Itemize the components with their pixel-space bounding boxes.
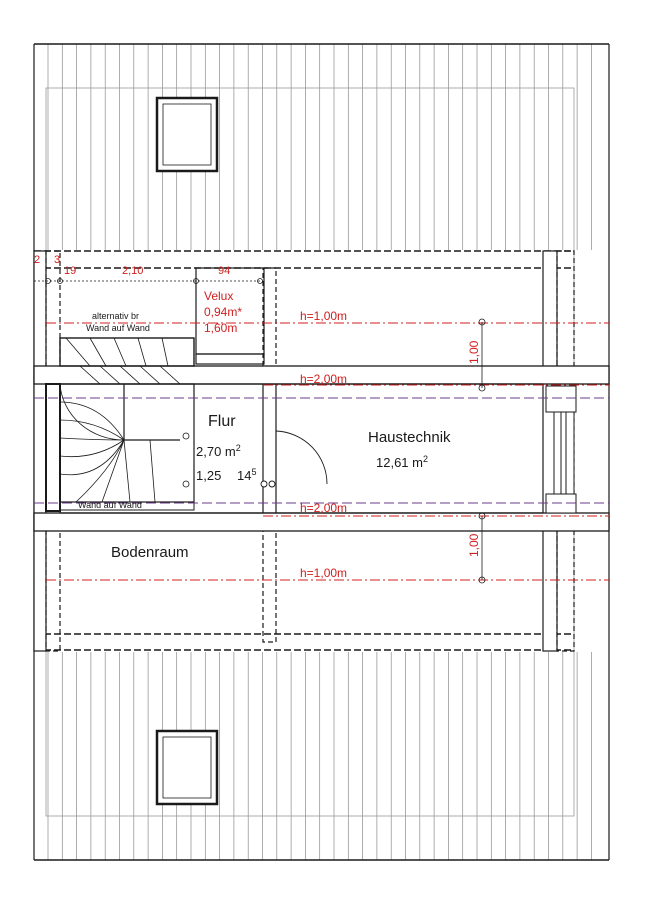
room-flur-area: 2,70 $m^2$ xyxy=(196,443,241,459)
note-wand-auf-wand: Wand auf Wand xyxy=(78,500,142,510)
roof-window-top xyxy=(157,98,217,171)
room-haustechnik-area: 12,61 $m^2$ xyxy=(376,454,428,470)
top-dimension-line xyxy=(34,279,263,284)
room-flur-name: Flur xyxy=(208,413,236,430)
roof-window-bottom xyxy=(157,731,217,804)
note-alternativ-2: Wand auf Wand xyxy=(86,323,150,333)
note-alternativ-1: alternativ br xyxy=(92,311,140,321)
height-label-3: h=2,00m xyxy=(300,501,348,515)
dim-second-1: 19 xyxy=(64,265,77,277)
room-haustechnik-name: Haustechnik xyxy=(368,429,451,446)
velux-width: 0,94m* xyxy=(204,305,243,319)
dim-second-3: 94 xyxy=(218,265,231,277)
roof-rafter-lines xyxy=(48,44,591,860)
room-bodenraum-name: Bodenraum xyxy=(111,544,189,561)
vertical-dim-2: 1,00 xyxy=(467,533,481,557)
dim-top-2: 3 xyxy=(54,254,61,266)
height-label-2: h=2,00m xyxy=(300,372,348,386)
vertical-dim-1: 1,00 xyxy=(467,340,481,364)
dim-top-1: 2 xyxy=(34,254,41,266)
velux-label: Velux xyxy=(204,289,234,303)
staircase xyxy=(46,338,194,511)
roof-outline xyxy=(34,44,609,860)
stair-rise-count: 1,25 xyxy=(196,468,222,483)
height-label-4: h=1,00m xyxy=(300,566,348,580)
height-label-1: h=1,00m xyxy=(300,309,348,323)
dim-second-2: 2,10 xyxy=(122,265,144,277)
stair-rise-height: $14^5$ xyxy=(237,467,257,483)
velux-height: 1,60m xyxy=(204,321,238,335)
